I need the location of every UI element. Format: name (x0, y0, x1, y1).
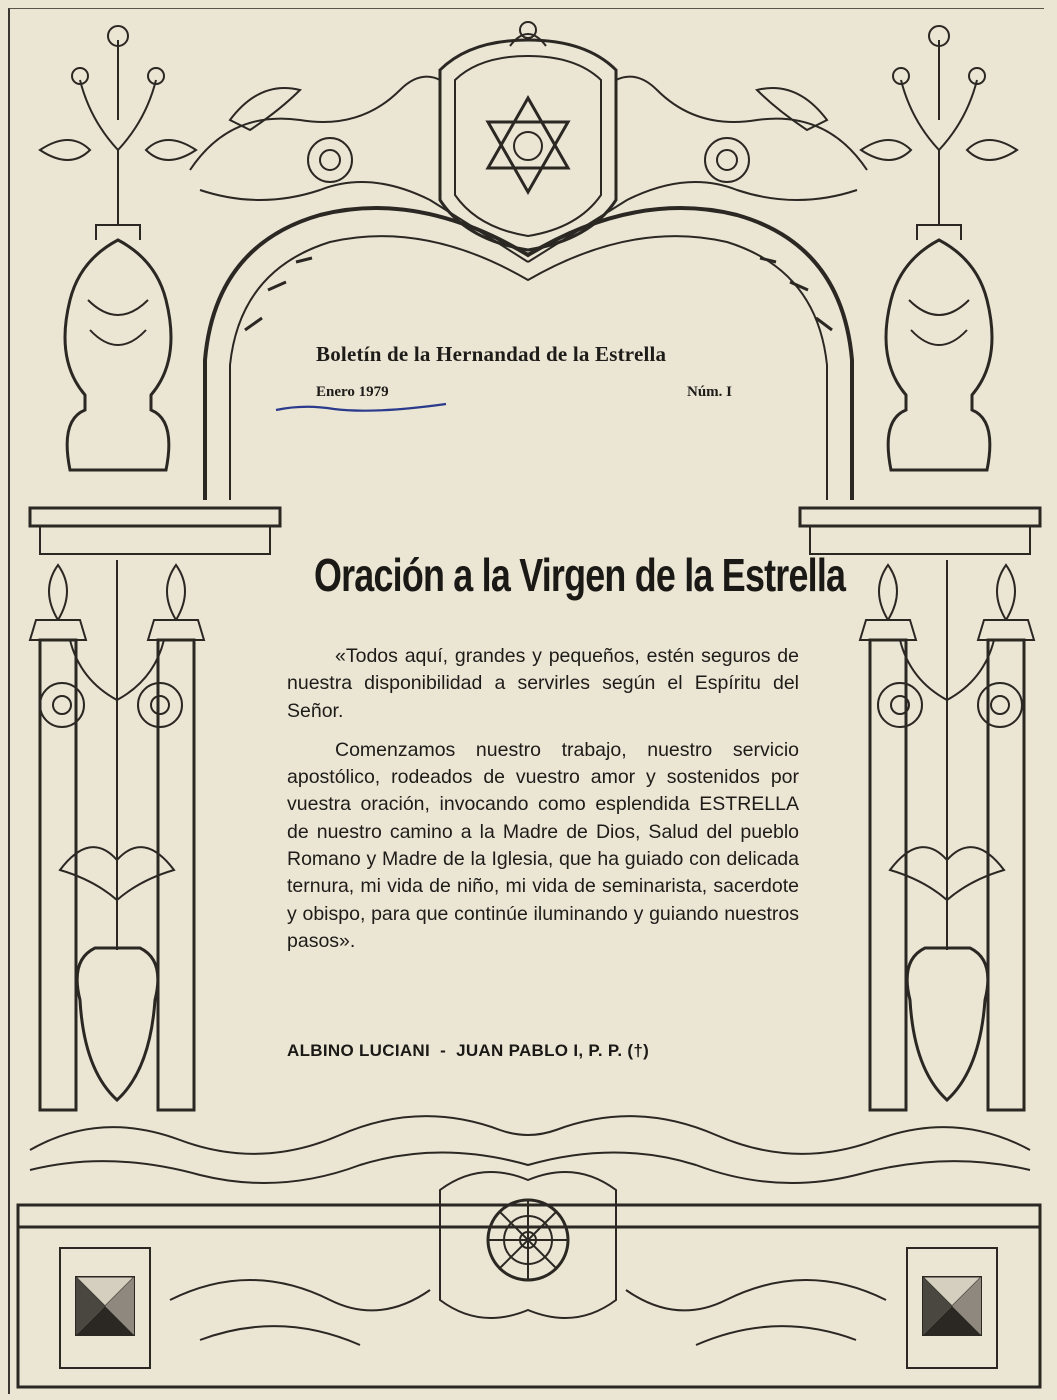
article-title: Oración a la Virgen de la Estrella (314, 549, 846, 601)
issue-date: Enero 1979 (316, 384, 389, 400)
corner-square-left (75, 1276, 135, 1336)
star-of-david-emblem-icon (440, 22, 616, 250)
acanthus-ornament-icon (30, 1116, 1030, 1183)
urn-icon (861, 26, 1017, 470)
article-paragraph-1: «Todos aquí, grandes y pequeños, estén seguros de nuestra disponibilidad a servirles según el Espíritu del Señor. (287, 645, 799, 722)
bulletin-title: Boletín de la Hernandad de la Estrella (316, 342, 667, 366)
issue-number: Núm. I (687, 384, 733, 400)
corner-square-right (922, 1276, 982, 1336)
article-body (287, 643, 799, 955)
article-signature: ALBINO LUCIANI - JUAN PABLO I, P. P. (†) (287, 1041, 650, 1060)
article-paragraph-2: Comenzamos nuestro trabajo, nuestro servicio apostólico, rodeados de vuestro amor y sostenidos por vuestra oración, invocando como esplendida ESTRELLA de nuestro camino a la Madre de Dios, Salud del pueblo Romano y Madre de la Iglesia, que ha guiado con delicada ternura, mi vida de niño, mi vida de seminarista, sacerdote y obispo, para que continúe iluminando y guiando nuestros pasos». (287, 738, 799, 952)
rosette-icon (440, 1172, 616, 1318)
pen-underline-mark (274, 400, 449, 416)
urn-icon (40, 26, 196, 470)
